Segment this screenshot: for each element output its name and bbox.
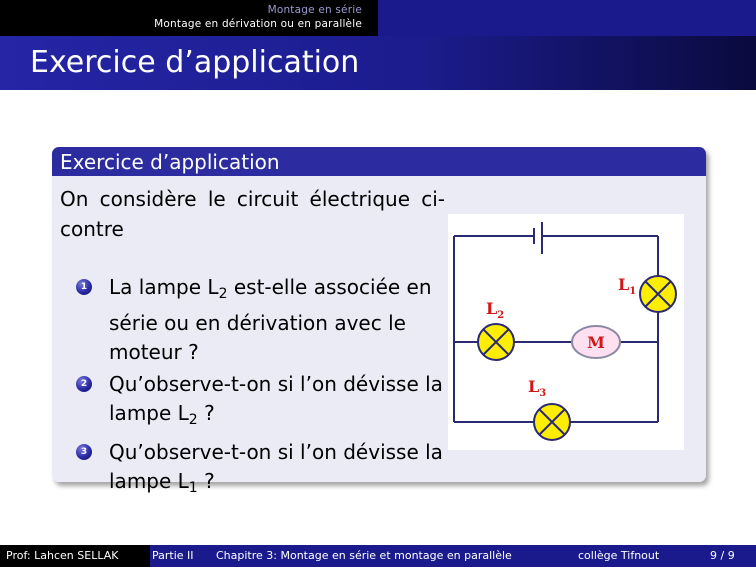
question-text: ?: [197, 469, 215, 493]
lamp-l1-label: $L_1$: [618, 275, 637, 297]
battery-icon: [534, 222, 542, 254]
subscript: 2: [188, 412, 198, 428]
block-header: [52, 147, 706, 176]
nav-section-serie[interactable]: Montage en série: [267, 4, 362, 16]
nav-section-derivation[interactable]: Montage en dérivation ou en parallèle: [154, 18, 362, 30]
slide-title: Exercice d’application: [30, 45, 360, 80]
subscript: 1: [188, 480, 198, 496]
footer-chapter: Chapitre 3: Montage en série et montage en parallèle: [216, 549, 512, 562]
lamp-l2-label: $L_2$: [486, 299, 505, 321]
subscript: 2: [218, 286, 228, 302]
enumerate-bullet-icon: 1: [76, 279, 92, 295]
enumerate-bullet-icon: 3: [76, 444, 92, 460]
motor-label: M: [587, 333, 605, 352]
footer-school: collège Tifnout: [578, 549, 660, 562]
footer-info-box: [150, 545, 756, 567]
footer-author-box: [0, 545, 150, 567]
question-text: ?: [197, 401, 215, 425]
footer-author: Prof: Lahcen SELLAK: [6, 549, 119, 562]
question-text: La lampe L: [109, 275, 219, 299]
question-text: Qu’observe-t-on si l’on dévisse la lampe L: [109, 372, 443, 425]
question-item: [76, 370, 448, 435]
lamp-l1-icon: [640, 276, 676, 312]
title-bar: [0, 36, 756, 90]
nav-bar: [0, 0, 756, 36]
enumerate-bullet-icon: 2: [76, 376, 92, 392]
footer-page-number: 9 / 9: [710, 549, 735, 562]
question-list: [76, 273, 448, 506]
circuit-figure: [448, 214, 684, 450]
intro-text: On considère le circuit électrique ci-contre: [60, 187, 445, 241]
footer-bar: [0, 545, 756, 567]
nav-subsections: [378, 0, 756, 36]
lamp-l3-icon: [534, 404, 570, 440]
question-text: est-elle associée en série ou en dérivation avec le moteur ?: [109, 275, 432, 364]
question-item: [76, 438, 448, 503]
footer-part: Partie II: [152, 549, 194, 562]
lamp-l2-icon: [478, 324, 514, 360]
circuit-diagram: [448, 214, 684, 450]
lamp-l3-label: $L_3$: [528, 377, 547, 399]
block-title: Exercice d’application: [60, 150, 280, 174]
question-text: Qu’observe-t-on si l’on dévisse la lampe L: [109, 440, 443, 493]
question-item: [76, 273, 448, 367]
nav-sections: [0, 0, 378, 36]
